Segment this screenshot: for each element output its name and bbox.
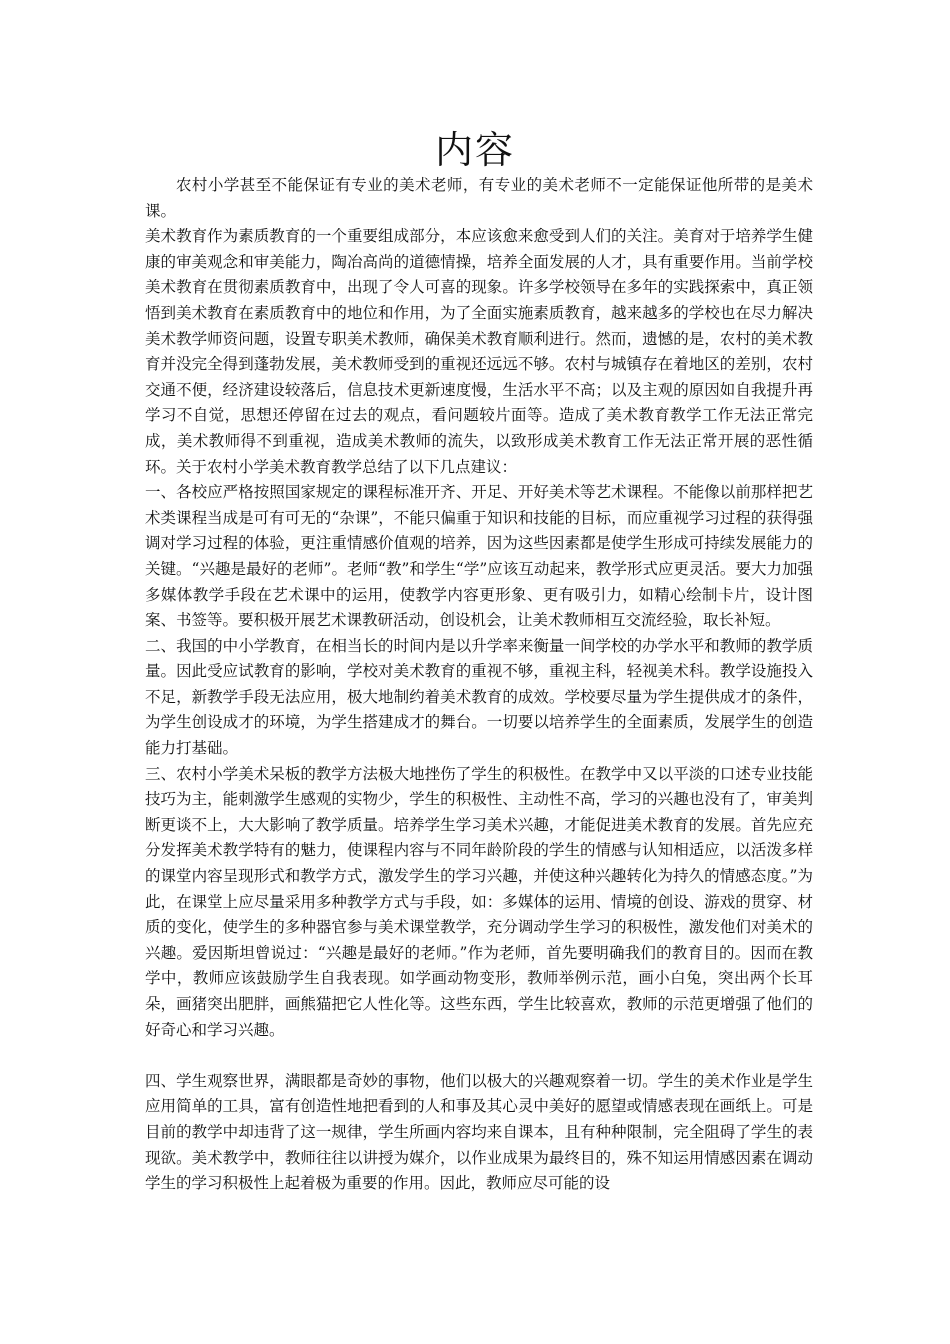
paragraph-suggestion-1: 一、各校应严格按照国家规定的课程标准开齐、开足、开好美术等艺术课程。不能像以前那样把艺术类课程当成是可有可无的“杂课”，不能只偏重于知识和技能的目标，而应重视学习过程的获得强调对学习过程的体验，更注重情感价值观的培养，因为这些因素都是使学生形成可持续发展能力的关键。“兴趣是最好的老师”。老师“教”和学生“学”应该互动起来，教学形式应更灵活。要大力加强多媒体教学手段在艺术课中的运用，使教学内容更形象、更有吸引力，如精心绘制卡片，设计图案、书签等。要积极开展艺术课教研活动，创设机会，让美术教师相互交流经验，取长补短。: [145, 483, 813, 630]
paragraph-suggestion-2: 二、我国的中小学教育，在相当长的时间内是以升学率来衡量一间学校的办学水平和教师的教学质量。因此受应试教育的影响，学校对美术教育的重视不够，重视主科，轻视美术科。教学设施投入不足，新教学手段无法应用，极大地制约着美术教育的成效。学校要尽量为学生提供成才的条件，为学生创设成才的环境，为学生搭建成才的舞台。一切要以培养学生的全面素质，发展学生的创造能力打基础。: [145, 636, 813, 758]
paragraph-intro: 农村小学甚至不能保证有专业的美术老师，有专业的美术老师不一定能保证他所带的是美术课。: [145, 176, 813, 220]
document-body: [145, 173, 813, 1197]
paragraph-suggestion-4: 四、学生观察世界，满眼都是奇妙的事物，他们以极大的兴趣观察着一切。学生的美术作业是学生应用简单的工具，富有创造性地把看到的人和事及其心灵中美好的愿望或情感表现在画纸上。可是目前的教学中却违背了这一规律，学生所画内容均来自课本，且有种种限制，完全阻碍了学生的表现欲。美术教学中，教师往往以讲授为媒介，以作业成果为最终目的，殊不知运用情感因素在调动学生的学习积极性上起着极为重要的作用。因此，教师应尽可能的设: [145, 1071, 813, 1193]
document-title: 内容: [434, 128, 515, 172]
paragraph-suggestion-3: 三、农村小学美术呆板的教学方法极大地挫伤了学生的积极性。在教学中又以平淡的口述专业技能技巧为主，能刺激学生感观的实物少，学生的积极性、主动性不高，学习的兴趣也没有了，审美判断更谈不上，大大影响了教学质量。培养学生学习美术兴趣，才能促进美术教育的发展。首先应充分发挥美术教学特有的魅力，使课程内容与不同年龄阶段的学生的情感与认知相适应，以活泼多样的课堂内容呈现形式和教学方式，激发学生的学习兴趣，并使这种兴趣转化为持久的情感态度。”为此，在课堂上应尽量采用多种教学方式与手段，如：多媒体的运用、情境的创设、游戏的贯穿、材质的变化，使学生的多种器官参与美术课堂教学，充分调动学生学习的积极性，激发他们对美术的兴趣。爱因斯坦曾说过：“兴趣是最好的老师。”作为老师，首先要明确我们的教育目的。因而在教学中，教师应该鼓励学生自我表现。如学画动物变形，教师举例示范，画小白兔，突出两个长耳朵，画猪突出肥胖，画熊猫把它人性化等。这些东西，学生比较喜欢，教师的示范更增强了他们的好奇心和学习兴趣。: [145, 764, 813, 1039]
paragraph-background: 美术教育作为素质教育的一个重要组成部分，本应该愈来愈受到人们的关注。美育对于培养学生健康的审美观念和审美能力，陶冶高尚的道德情操，培养全面发展的人才，具有重要作用。当前学校美术教育在贯彻素质教育中，出现了令人可喜的现象。许多学校领导在多年的实践探索中，真正领悟到美术教育在素质教育中的地位和作用，为了全面实施素质教育，越来越多的学校也在尽力解决美术教学师资问题，设置专职美术教师，确保美术教育顺利进行。然而，遗憾的是，农村的美术教育并没完全得到蓬勃发展，美术教师受到的重视还远远不够。农村与城镇存在着地区的差别，农村交通不便，经济建设较落后，信息技术更新速度慢，生活水平不高；以及主观的原因如自我提升再学习不自觉，思想还停留在过去的观点，看问题较片面等。造成了美术教育教学工作无法正常完成，美术教师得不到重视，造成美术教师的流失，以致形成美术教育工作无法正常开展的恶性循环。关于农村小学美术教育教学总结了以下几点建议：: [145, 227, 813, 476]
